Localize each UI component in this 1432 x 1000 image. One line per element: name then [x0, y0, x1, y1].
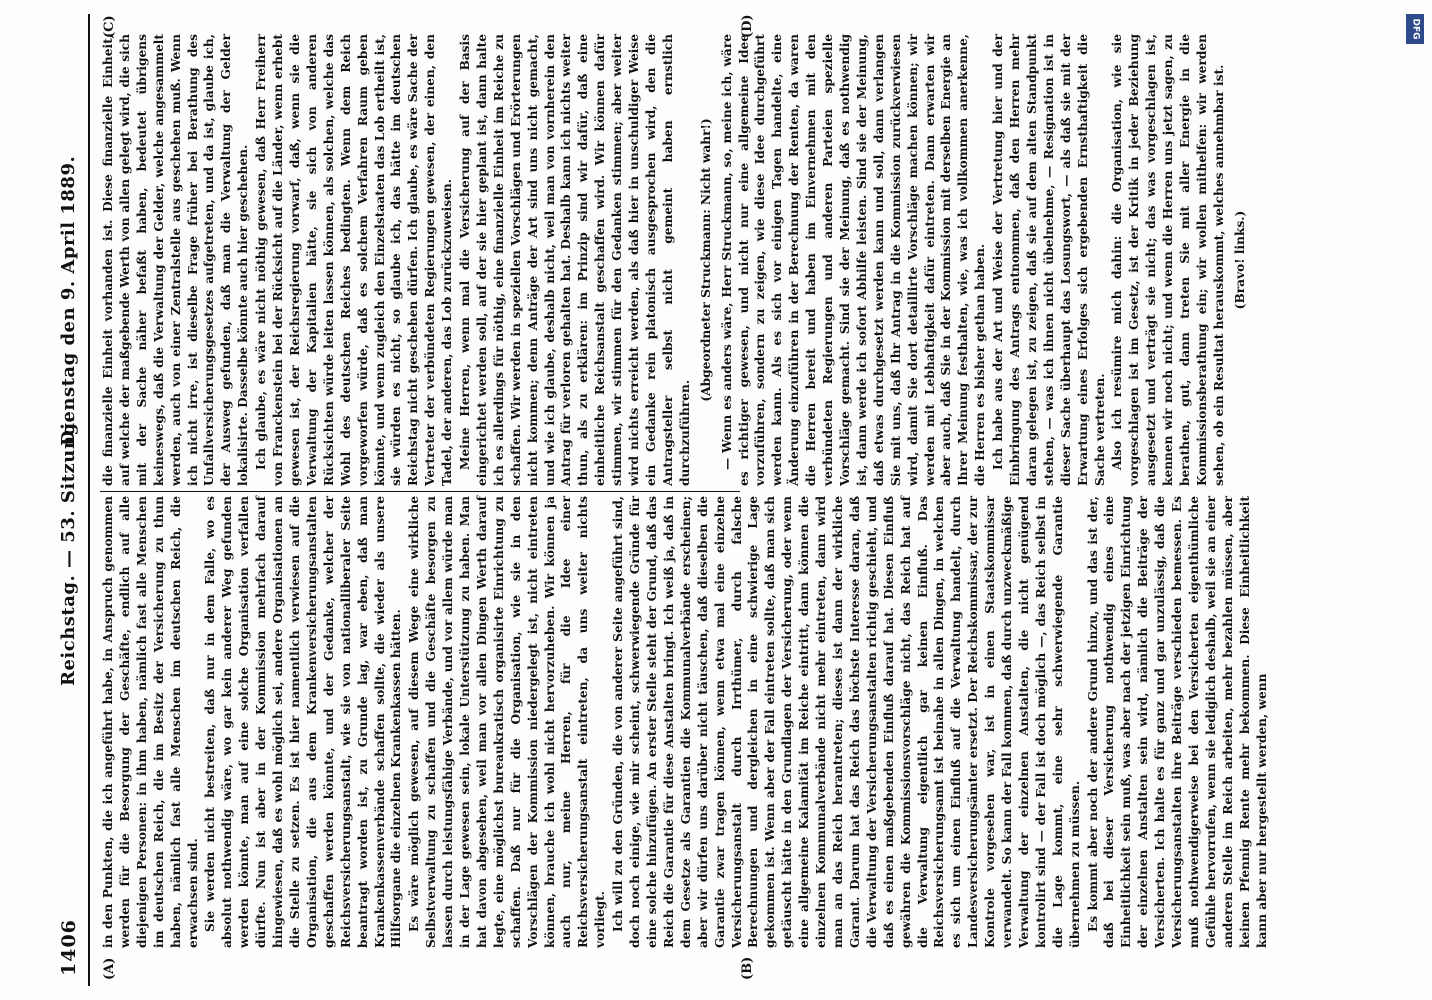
dfg-logo-text: DFG: [1410, 18, 1421, 40]
column-divider: [100, 491, 740, 492]
left-paragraph: in den Punkten, die ich angeführt habe, in Anspruch genommen werden für die Besorgung der Geschäfte, endlich auf alle diejenigen Personen: in ihm haben, nämlich fast alle Menschen im deutschen Reich, die im Besitz der Versicherung zu thun haben, nämlich fast alle Menschen im deutschen Reich, die erwachsen sind.: [101, 496, 200, 948]
left-paragraph: Ich will zu den Gründen, die von anderer Seite angeführt sind, doch noch einige, wie mir scheint, schwerwiegende Gründe für eine solche hinzufügen. An erster Stelle steht der Grund, daß das Reich die Garantie für diese Anstalten bringt. Ich weiß ja, daß in dem Gesetze als Garantien die Kommunalverbände erscheinen; aber wir dürfen uns darüber nicht täuschen, daß dieselben die Garantie zwar tragen können, wenn etwa mal eine einzelne Versicherungsanstalt durch Irrthümer, durch falsche Berechnungen und dergleichen in eine schwierige Lage gekommen ist. Wenn aber der Fall eintreten sollte, daß man sich getäuscht hätte in den Grundlagen der Versicherung, oder wenn eine allgemeine Kalamität im Reiche eintritt, dann können die einzelnen Kommunalverbände nicht mehr eintreten, dann wird man an das Reich herantreten; dieses ist dann der wirkliche Garant. Darum hat das Reich das höchste Interesse daran, daß die Verwaltung der Versicherungsanstalten richtig geschieht, und daß es einen maßgebenden Einfluß darauf hat. Diesen Einfluß gewähren die Kommissionsvorschläge nicht, das Reich hat auf die Verwaltung eigentlich gar keinen Einfluß. Das Reichsversicherungsamt ist beinahe in allen Dingen, in welchen es sich um einen Einfluß auf die Verwaltung handelt, durch Landesversicherungsämter ersetzt. Der Reichskommissar, der zur Kontrole vorgesehen war, ist in einen Staatskommissar verwandelt. So kann der Fall kommen, daß durch unzweckmäßige Verwaltung der einzelnen Anstalten, die nicht genügend kontrolirt sind — der Fall ist doch möglich —, das Reich selbst in die Lage kommt, eine sehr schwerwiegende Garantie übernehmen zu müssen.: [611, 496, 1082, 948]
header-rule: [88, 14, 90, 986]
right-paragraph: — Wenn es anders wäre, Herr Struckmann, so, meine ich, wäre es richtiger gewesen, und nicht nur eine allgemeine Idee vorzuführen, sondern zu zeigen, wie diese Idee durchgeführt werden kann. Als es sich vor einigen Tagen handelte, eine Änderung einzuführen in der Berechnung der Renten, da waren die Herren bereit und haben im Einvernehmen mit den verbündeten Regierungen und anderen Parteien spezielle Vorschläge gemacht. Sind sie der Meinung, daß es nothwendig ist, dann werde ich sofort Abhilfe leisten. Sind sie der Meinung, daß etwas durchgesetzt werden kann und soll, dann verlangen Sie mit uns, daß Ihr Antrag in die Kommission zurückverwiesen wird, damit Sie dort detaillirte Vorschläge machen können; wir werden mit Lebhaftigkeit dafür eintreten. Dann erwarten wir aber auch, daß Sie in der Kommission mit derselben Energie an Ihrer Meinung festhalten, wie, was ich vollkommen anerkenne, die Herren es bisher gethan haben.: [719, 34, 988, 486]
right-paragraph: die finanzielle Einheit vorhanden ist. Diese finanzielle Einheit, auf welche der maßgebende Werth von allen gelegt wird, die sich mit der Sache näher befaßt haben, bedeutet übrigens keineswegs, daß die Verwaltung der Gelder, welche angesammelt werden, auch von einer Zentralstelle aus geschehen muß. Wenn ich nicht irre, ist dieselbe Frage früher bei Berathung des Unfallversicherungsgesetzes aufgetreten, und da ist, glaube ich, der Ausweg gefunden, daß man die Verwaltung der Gelder lokalisirte. Dasselbe könnte auch hier geschehen.: [101, 34, 251, 486]
left-column: [100, 496, 1269, 948]
margin-marker-b: (B): [740, 956, 755, 980]
right-paragraph: Ich habe aus der Art und Weise der Vertretung hier und der Einbringung des Antrags entnommen, daß den Herren mehr daran gelegen ist, zu zeigen, daß sie auf dem alten Standpunkt stehen, — was ich ihnen nicht übelnehme, — Resignation ist in dieser Sache überhaupt das Losungswort, — als daß sie mit der Erwartung eines Erfolges sich ergebenden Ernsthaftigkeit die Sache vertreten.: [991, 34, 1107, 486]
margin-marker-a: (A): [102, 957, 117, 980]
page-header: [56, 14, 84, 986]
margin-marker-c: (C): [102, 15, 117, 38]
left-paragraph: Es wäre möglich gewesen, auf diesem Wege eine wirkliche Selbstverwaltung zu schaffen und die Geschäfte besorgen zu lassen durch leistungsfähige Verbände, und vor allem würde man in der Lage gewesen sein, lokale Unterstützung zu haben. Man hat davon abgesehen, weil man vor allen Dingen Werth darauf legte, eine möglichst bureaukratisch organisirte Einrichtung zu schaffen. Daß nur für die Organisation, wie sie in den Vorschlägen der Kommission niedergelegt ist, nicht eintreten können, brauche ich wohl nicht hervorzuheben. Wir können ja auch nur, meine Herren, für die Idee einer Reichsversicherungsanstalt eintreten, da uns weiter nichts vorliegt.: [407, 496, 608, 948]
right-paragraph: Also ich resümire mich dahin: die Organisation, wie sie vorgeschlagen ist im Gesetz, ist der Kritik in jeder Beziehung ausgesetzt und verträgt sie nicht; das was vorgeschlagen ist, kennen wir noch nicht; und wenn die Herren uns jetzt sagen, zu berathen, gut, dann treten Sie mit aller Energie in die Kommissionsberathung ein; wir wollen mithelfen: wir werden sehen, ob ein Resultat herauskommt, welches annehmbar ist.: [1110, 34, 1226, 486]
right-paragraph: Meine Herren, wenn mal die Versicherung auf der Basis eingerichtet werden soll, auf der sie hier geplant ist, dann halte ich es allerdings für nöthig, eine finanzielle Einheit im Reiche zu schaffen. Wir werden in speziellen Vorschlägen und Erörterungen nicht kommen; denn Anträge der Art sind uns nicht gemacht, und wie ich glaube, deshalb nicht, weil man von vornherein den Antrag für verloren gehalten hat. Deshalb kann ich nichts weiter thun, als zu erklären: im Prinzip sind wir dafür, daß eine einheitliche Reichsanstalt geschaffen wird. Wir können dafür stimmen, wir stimmen für den Gedanken stimmen; aber weiter wird nichts erreicht werden, als daß hier in unschuldiger Weise ein Gedanke rein platonisch ausgesprochen wird, den die Antragsteller selbst nicht gemeint haben ernstlich durchzuführen.: [458, 34, 692, 486]
header-date: Dienstag den 9. April 1889.: [58, 155, 79, 446]
digitization-note: [1404, 0, 1424, 558]
margin-marker-d: (D): [740, 14, 755, 38]
rotated-page-content: [56, 14, 1394, 986]
right-column: [100, 34, 1247, 486]
header-session: Reichstag. — 53. Sitzung.: [58, 415, 79, 686]
interjection: (Abgeordneter Struckmann: Nicht wahr!): [698, 118, 713, 402]
applause-note: (Bravo! links.): [1232, 210, 1247, 310]
right-paragraph: Ich glaube, es wäre nicht nöthig gewesen, daß Herr Freiherr von Franckenstein bei der Rücksicht auf die Länder, wenn erhebt gewesen ist, der Reichsregierung vorwarf, daß, wenn sie die Verwaltung der Kapitalien hätte, sie sich von anderen Rücksichten würde leiten lassen können, als solchen, welche das Wohl des deutschen Reiches bedingten. Wenn dem Reich vorgeworfen würde, daß es solchem Verfahren Raum geben könnte, und wenn zugleich den Einzelstaaten das Lob ertheilt ist, sie würden es nicht, so glaube ich, das hätte im deutschen Reichstag nicht geschehen dürfen. Ich glaube, es wäre Sache der Vertreter der verbündeten Regierungen gewesen, der einen, den Tadel, der anderen, das Lob zurückzuweisen.: [254, 34, 455, 486]
left-paragraph: Es kommt aber noch der andere Grund hinzu, und das ist der, daß bei dieser Versicherung nothwendig eines eine Einheitlichkeit sein muß, was aber nach der jetzigen Einrichtung der einzelnen Anstalten sein wird, nämlich die Beiträge der Versicherten. Ich halte es für ganz und gar unzulässig, daß die Versicherungsanstalten ihre Beiträge verschieden bemessen. Es muß nothwendigerweise bei den Versicherten eigenthümliche Gefühle hervorrufen, wenn sie lediglich deshalb, weil sie an einer anderen Stelle im Reich arbeiten, mehr bezahlen müssen, aber keinen Pfennig Rente mehr bekommen. Diese Einheitlichkeit kann aber nur hergestellt werden, wenn: [1085, 496, 1269, 948]
page-number: 1406: [58, 919, 80, 976]
digitization-sidebar: [1398, 8, 1430, 992]
left-paragraph: Sie werden nicht bestreiten, daß nur in dem Falle, wo es absolut nothwendig wäre, wo gar kein anderer Weg gefunden werden könnte, man auf eine solche Organisation verfallen dürfte. Nun ist aber in der Kommission mehrfach darauf hingewiesen, daß es wohl möglich sei, andere Organisationen an die Stelle zu setzen. Es ist hier namentlich verwiesen auf die Organisation, die aus dem Krankenversicherungsanstalten geschaffen werden könnte, und der Gedanke, welcher der Reichsversicherungsanstalt, wie sie von nationalliberaler Seite beantragt worden ist, zu Grunde lag, war eben, daß man Krankenkassenverbände schaffen sollte, die wieder als unsere Hilfsorgane die einzelnen Krankenkassen hätten.: [203, 496, 404, 948]
